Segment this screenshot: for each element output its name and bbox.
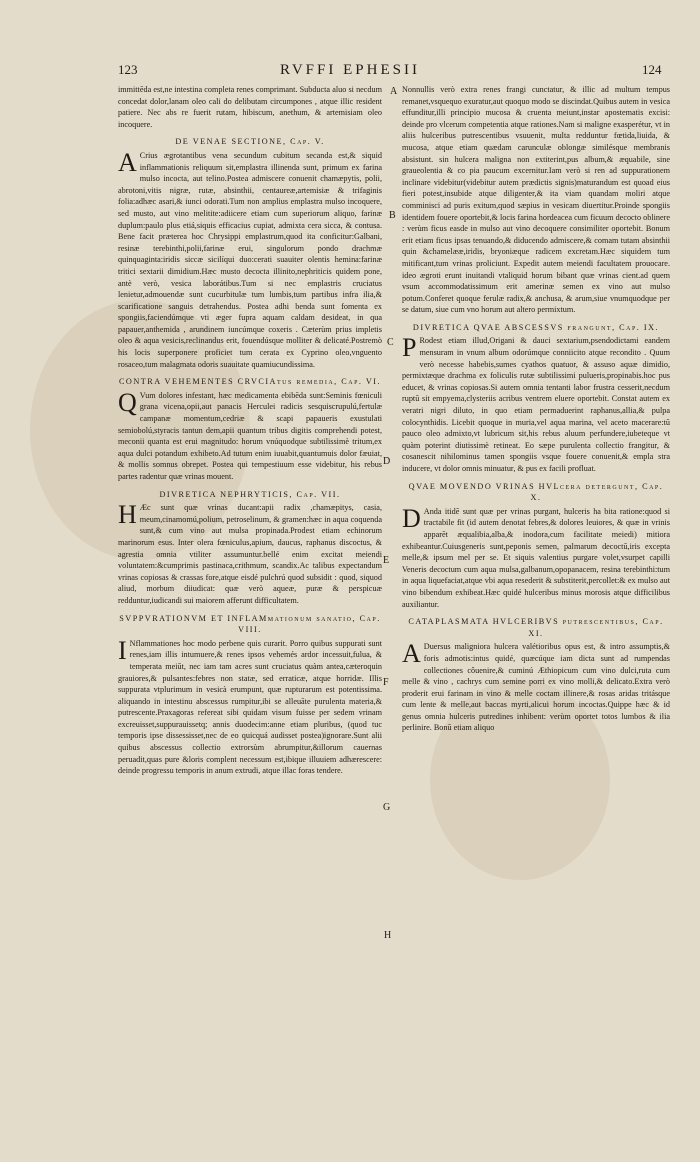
running-header: [0, 62, 700, 82]
paragraph-text: Crius ægrotantibus vena secundum cubitum secanda est,& siquid inflammationis reliquum sit,emplastra illinenda sunt, primum ex farina mulso incocta, aut telino.Postea admiscere conuenit chamæpytis, polii, abrotoni,vitis nigræ, rutæ, absinthii, centaureæ,artemisiæ & trifaginis folia:adhæc asari,& iunci odorati.Tum non amplius emplastra mulso incoquere, sed musto, aut vino melitite:adiicere etiam cum superiorum aliquo, farinæ duplum:paulo plus etiá,siquis efficacius cupiat, admixta cera sicca, & contusa. Bene facit præterea hoc Chrysippi emplastrum,quod ita conficitur:Galbani, resinæ terebinthi,polii,farinæ erui, singulorum pondo drachmæ quinquaginta:iridis siccæ sicilíqui duo:cerati suauiter olentis hemina:farinæ tritici sextarii dimidium.Hæc musto decocta illinito,nephriticis quidem pone, antè verò, vesica laborátibus.Tum si nec emplastris cruciatus lenietur,admouendæ sunt cucurbitulæ tum lumbis,tum partibus infra ilia,& scarificatione sanguis detrahendus. Postea adhi benda sunt fomenta ex spongiis,faciendúmque vti æger fupra aquam caldam desideat, in qua papauer,anthemida , arundinem iuncúmque coxeris . Cæterùm prius impletis oleo & aqua vesicis,reclinandus erit, fouendúsque molliter & delicaté.Postremò his locis superponere proficiet tum cerata ex Cyprino oleo,vnguento rosaceo,tum malagmata odoris suauitate quamiucundissima.: [118, 150, 382, 369]
margin-letter-g: G: [383, 802, 391, 813]
drop-capital: A: [118, 147, 137, 177]
section-heading: CONTRA VEHEMENTES CRVCIAtus remedia, Cap. VI.: [118, 377, 382, 387]
margin-letter-a: A: [390, 86, 398, 97]
section-heading: QVAE MOVENDO VRINAS HVLcera detergunt, Cap. X.: [408, 481, 664, 503]
paragraph: immittēda est,ne intestina completa renes comprimant. Subducta aluo si necdum concedat dolor,lanam oleo cali do delibutam circumpones , atque illic resident patiere. Nec abs re fuerit rutam, hibiscum, anethum, & artemisiam oleo incoquere.: [118, 85, 382, 129]
section-heading: DIVRETICA QVAE ABSCESSVS frangunt, Cap. IX.: [412, 322, 660, 332]
paragraph: [402, 641, 670, 734]
drop-capital: A: [402, 639, 421, 669]
section-heading: CATAPLASMATA HVLCERIBVS putrescentibus, Cap. XI.: [408, 617, 664, 638]
paragraph: Nonnullis verò extra renes frangi cunctatur, & illic ad multum tempus remanet,vsquequo exuratur,aut quoquo modo se discindat.Quibus autem in vesica effunditur,illi principio mucosa & cruenta meiunt,instar apostematis excisi: deinde pro vlcerum competentia atque rationes.Nam si maligne exasperétur, vt in aliis hulceribus putrescentibus vsuuenit, multa redduntur fœtida,liuida, & mucosa, atque etiam quædam carunculæ oblongæ similésque membranis absistunt. sin hulcera maligna non extiterint,pus album,& æquabile, sine graueolentia & co pia paucum excernitur.Iam verò si ren ad suppurationem inclinare videbitur(videbitur autem prædictis signis)maturandum est quoad eius fieri potest,insubide atque diligenter,& ita viam quandam moliri atque comminisci ad puris exitum,quod sæpius in vesicam diuertitur.Proinde spongiis identidem fouere oportebit,& locis farina hordeacea cum ficuum decocto oblinere : verùm ficus easde in mulso aut vino decoquere consimiliter oportebit. Bonum erit etiam ficus ipsas tenuando,& diducendo admiscere,& comam tutam absinthii quin &chamelææ,iridis, bryoniæque radicem excretam.Hæc siquidem tum mitificant,tum vrinas proliciunt. Expedit autem meiendi facultatem prouocare. ideo ægroti erunt inuitandi vtaliquid horum bibant quæ vrinas cient.ad quem vsum accommodatissimum erit amerinæ semen ex vino aut mulso potum.Conferet quoque ferulæ radix,& anchusa, & arum,siue vnumquodque per se datum, siue cum vno horum aut altero permixtum.: [402, 85, 670, 315]
paragraph: [118, 147, 382, 370]
paragraph: [118, 502, 382, 606]
page-number-left: 123: [118, 62, 138, 77]
section-heading: SVPPVRATIONVM ET INFLAMmationum sanatio, Cap. VIII.: [119, 613, 381, 635]
paragraph-text: Æc sunt quæ vrinas ducant:apii radix ,chamæpitys, casia, meum,cinamomú,polium, petroselinum, & gramen:hæc in aqua coquenda sunt,& cum vino aut mulsa propinada.Prodest etiam echinorum marinorum esus. Inter olera fœniculus,apium, daucus, raphanus discoctus, & agrestia omnia vtiliter assumuntur.bellé enim excitat meiendi voluntatem:&cumprimis pastinaca,crithmum, scandix.Ac talibus expectandum vrinas copiosas & crassas fore,atque eisdé pulchrú quod subsidit : quod, siquod aliud, morbum diiudicat: quæ verò aqueæ, puræ & perspicuæ redduntur,iudicandi sui maiorem afferunt difficultatem.: [118, 503, 382, 605]
right-column: [402, 84, 670, 738]
left-column: [118, 84, 382, 781]
paragraph: [402, 335, 670, 474]
margin-letter-f: F: [383, 677, 389, 688]
paragraph-text: Nflammationes hoc modo perbene quis curarit. Porro quibus suppurati sunt renes,iam illis intumuere,& renes ipsos vehemés ardor incessuit,fulua, & temperata meiūt, nec iam tam acres sunt cruciatus quàm antea,cæteroquin grauiores,& pulsantes:febres non statæ, sed erraticæ, atque horridæ. Illis suppurata vtplurimum in vesicà erumpunt, quæ rupturarum est potentissima. aliquando in intestinu abscessus rumpitur,ibi se alleuāte purulenta materia,& putrescente.Praxagoras refereat sibi quidam visum fuisse per sedem vrinam excreuisset,suppurauissetq; annis duodecim:anne etiam pluribus, (quod tuc temporis ipse dissessisset,nec de eo quicquá audisset postea)ignorare.Sunt alii quibus abscessus collectio extrorsùm abrumpitur,&illorum cauernas peruadit,quas pure &loris complent necessum est,ibique illuuiem adhærescere: deinde progressu temporis in anum extrudi, atque illac foras tendere.: [118, 638, 382, 776]
margin-letter-d: D: [383, 456, 391, 467]
drop-capital: H: [118, 500, 137, 530]
drop-capital: D: [402, 503, 421, 533]
margin-letter-h: H: [384, 930, 392, 941]
margin-letter-c: C: [387, 337, 394, 348]
page-number-right: 124: [642, 62, 662, 77]
paragraph: [118, 635, 382, 777]
paragraph: [402, 503, 670, 610]
margin-letter-e: E: [383, 555, 390, 566]
drop-capital: Q: [118, 387, 137, 417]
paragraph-text: Anda itidē sunt quæ per vrinas purgant, hulceris ha bita ratione:quod si tractabile fit (id autem denotat febres,& dolores leuiores, & quæ in vrinis apparēt æqualibia,alba,& inodora,cum facilitate meiedi) mitiora exhibeantur.Cuiusgeneris sunt,peponis semen, palmarum decoctū,iris excepta melle,& ipsum mel per se. Et siquis valentius purgare volet,vsurpet capilli Veneris decoctum cum aqua mulsa,galbanum,opopanacem, resina terebinthi:tum in aqua liquefaciat,atque vbi aqua resederit & substiterit,percollet:& ex mulso aut vino bibendum exhibeat.Hæc quidé hulceribus minus morosis atque difficilibus auxiliantur.: [402, 506, 670, 609]
paragraph-text: Duersus maligniora hulcera valétioribus opus est, & intro assumptis,& foris admotis:intus quidé, quæcúque iam dicta sunt ad rumpendas collectiones côuenire,& cuminú Æthiopicum cum vino dulci,ruta cum melle & vino , cachrys cum semine porri ex vino molli,& delicato.Extra verò proderit erui farinam in vino & melle coctam illinere,& rosas aridas tritásque cum lente & melle,aut baccas myrti,alicui horum incoctas.Quippe hæc & id genus omnia hulceris putredines inhibent: verùm oportet totos lumbos & ilia perlinire. Bonū etiam aliquo: [402, 642, 670, 733]
section-heading: DE VENAE SECTIONE, Cap. V.: [175, 137, 325, 147]
margin-letter-b: B: [389, 210, 396, 221]
section-heading: DIVRETICA NEPHRYTICIS, Cap. VII.: [159, 489, 341, 499]
drop-capital: I: [118, 635, 127, 665]
paragraph-text: Vum dolores infestant, hæc medicamenta ebibēda sunt:Seminis fœniculi grana vicena,opii,aut panacis Herculei radicis sesquiscrupulú,fertulæ campanæ momentum,cedriæ & scapi papaueris exustulati semiobolú,styracis tantun dem,apii quantum tribus digitis comprehendi potest, meconii quanta est erui magnitudo: horum vnúquodque subtilissimè tritum,ex aqua dulci potandum exhibeto.Ad tutum enim iuuabit,quantumuis dolor fæuiat, & mollis somnus obrepet. Postea qui tempestiuum esse videbitur, his rebus partes radentur quæ vrinas mouent.: [118, 390, 382, 481]
paragraph-text: Rodest etiam illud,Origani & dauci sextarium,psendodictami eandem mensuram in vnum album odorúmque conniicito atque recondito . Quum verò necesse habebis,sumes cyathos quatuor, & assuso aquæ dimidio, permixtæque drachma ex foliculis rutæ subtilissimi pulueris,propinabis.hoc pus educet, & vrinas copiosas.Si autem omnia tentanti labor frustra cesserit,necdum ruptū sit empyema,clysteriis acribus ventrem eluere oportebit. Constat autem ex veratri nigri diluto, in quo etiam permaduerint raphanus,allia,& pulpa colocynthidis. Licebit quoque in muria,vel aqua marina, vel aceto macerare:tū pauco oleo admixto,vt lubricum sit,his rebus aluum perfundere,iubeteque vt quàm poterint diutissimè retineat. Eo sæpe purulenta collectio frangitur, & cosanescit nihilominus tamen spongiis vsque fouere conuenit,& empla stra inducere, vt dolor omnis minuatur, & pus ex facili profluat.: [402, 336, 670, 473]
paragraph: [118, 387, 382, 483]
drop-capital: P: [402, 333, 417, 363]
running-title: RVFFI EPHESII: [280, 62, 420, 78]
